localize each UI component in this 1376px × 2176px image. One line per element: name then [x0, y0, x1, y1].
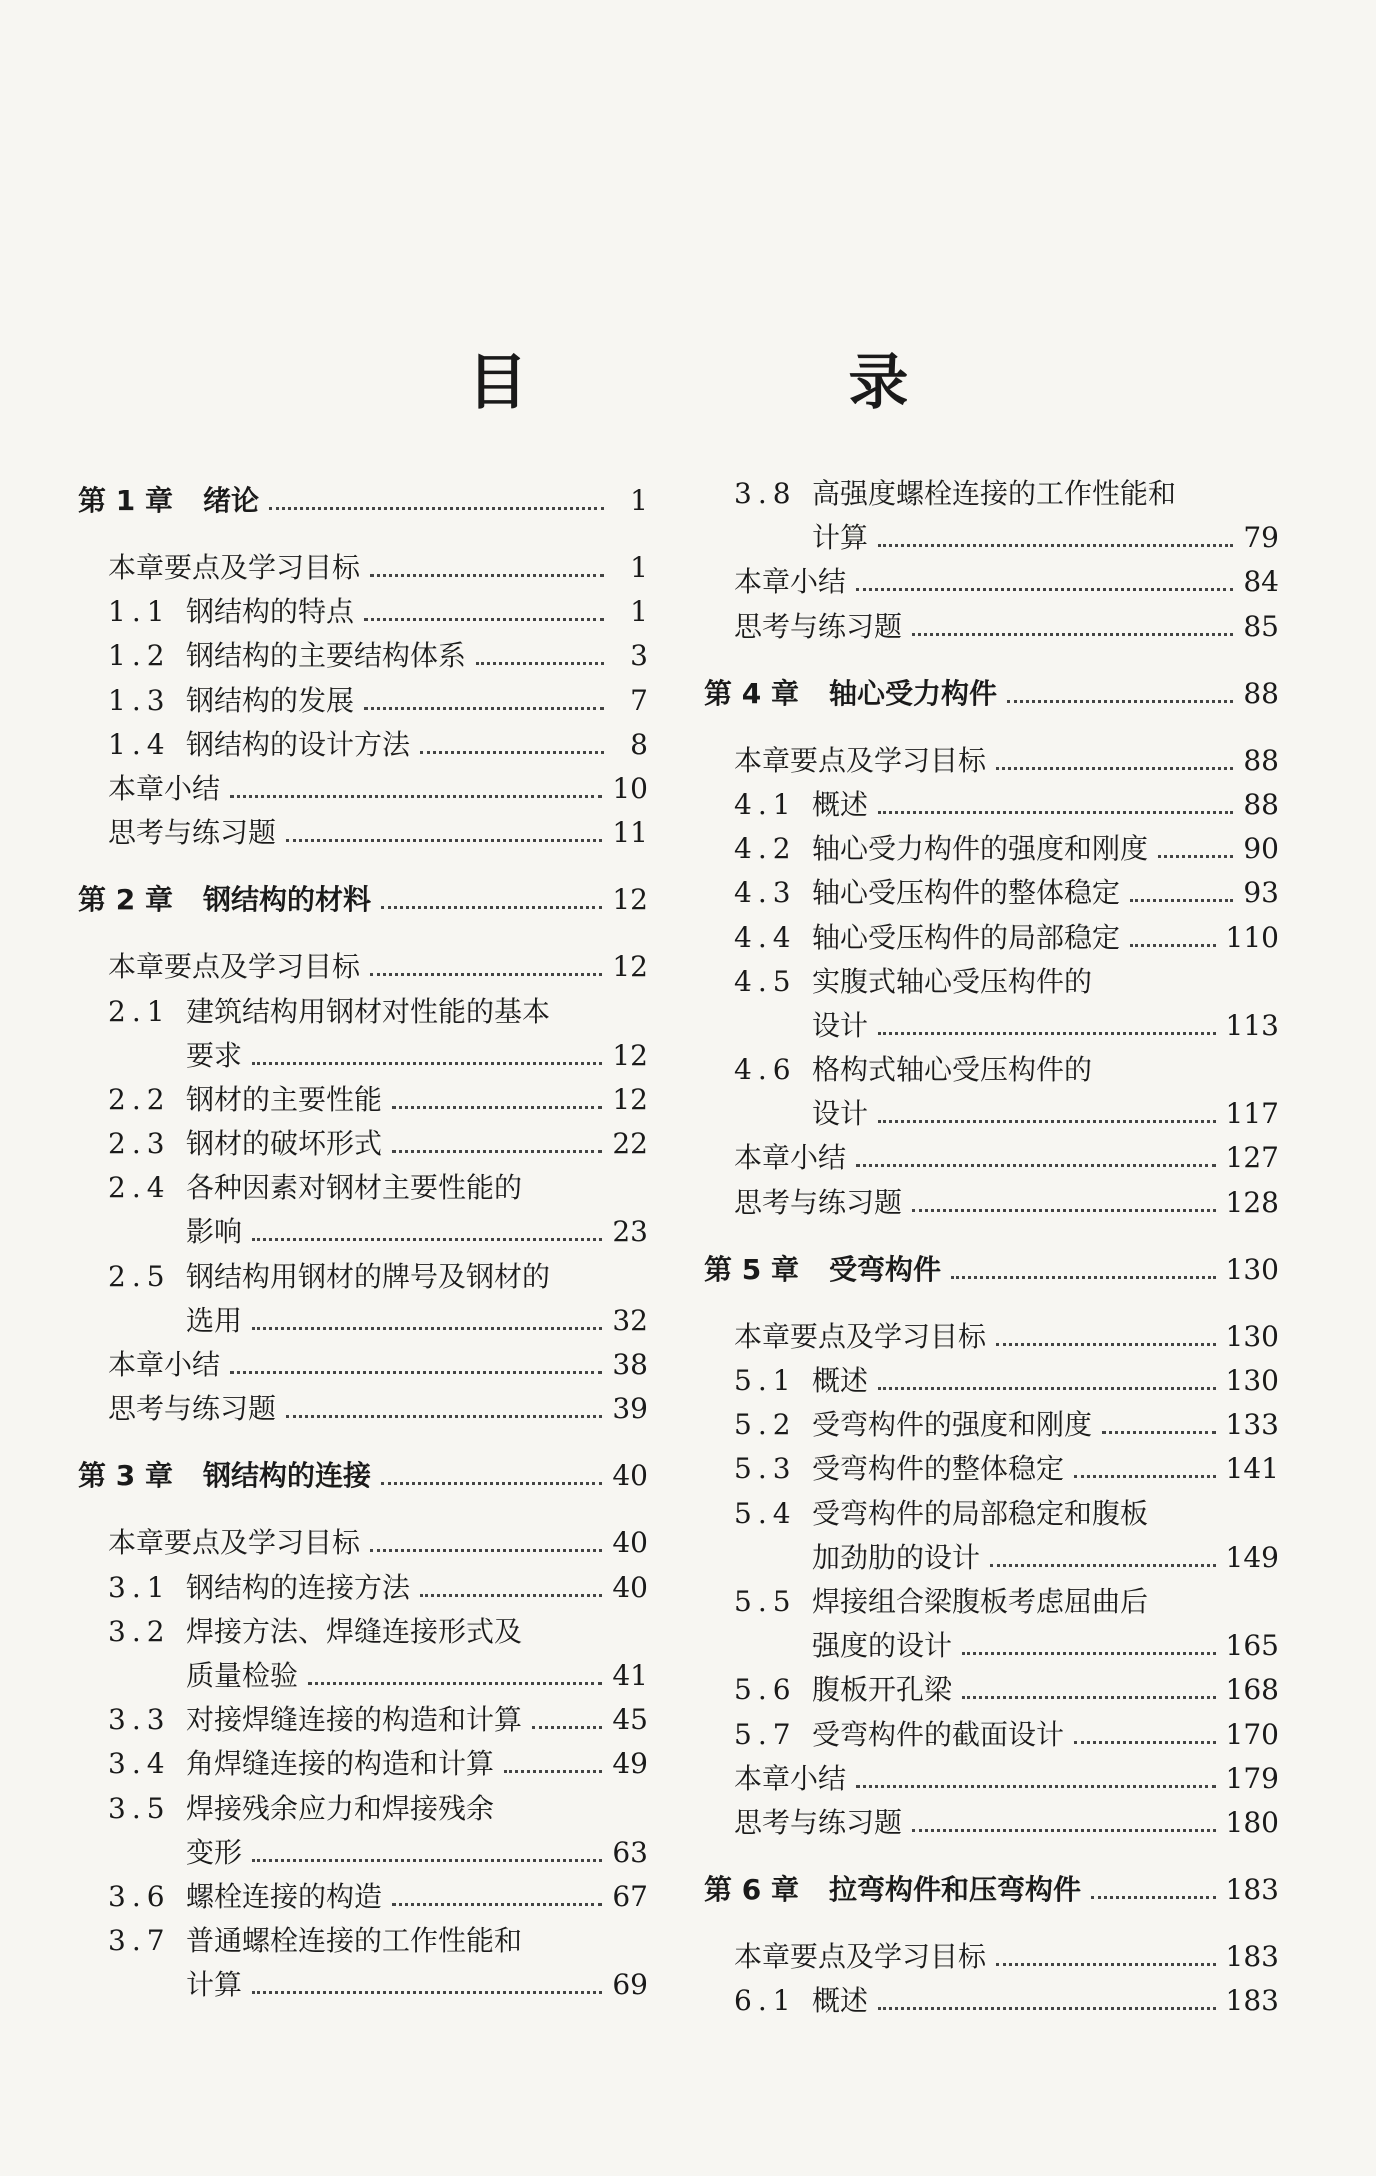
- toc-chapter-entry[interactable]: [704, 1247, 1279, 1293]
- toc-entry[interactable]: [78, 1698, 648, 1742]
- page-number: 11: [612, 816, 648, 850]
- entry-title: 钢材的主要性能: [186, 1082, 383, 1116]
- entry-title: 思考与练习题: [108, 816, 277, 850]
- entry-title: 影响: [186, 1215, 243, 1249]
- entry-title: 强度的设计: [812, 1629, 953, 1663]
- chapter-title: 轴心受力构件: [829, 676, 998, 710]
- entry-title: 钢结构的发展: [186, 683, 355, 717]
- page-number: 3: [630, 639, 648, 673]
- entry-title: 选用: [186, 1303, 243, 1337]
- entry-title: 设计: [812, 1097, 869, 1131]
- section-number: 5.3: [734, 1452, 797, 1486]
- toc-entry[interactable]: [78, 1742, 648, 1786]
- page-number: 10: [612, 771, 648, 805]
- entry-title: 格构式轴心受压构件的: [812, 1053, 1093, 1087]
- toc-entry[interactable]: [78, 1875, 648, 1919]
- entry-title: 概述: [812, 1984, 869, 2018]
- page-number: 67: [612, 1879, 648, 1913]
- dot-leader: [856, 1164, 1216, 1167]
- entry-title: 螺栓连接的构造: [186, 1879, 383, 1913]
- page-number: 183: [1225, 1984, 1279, 2018]
- entry-title: 思考与练习题: [108, 1392, 277, 1426]
- toc-entry[interactable]: [704, 1757, 1279, 1801]
- toc-entry[interactable]: [78, 1919, 648, 1963]
- section-number: 3.4: [108, 1747, 171, 1781]
- section-number: 2.5: [108, 1259, 171, 1293]
- entry-title: 受弯构件的整体稳定: [812, 1452, 1065, 1486]
- entry-title: 本章要点及学习目标: [734, 1940, 987, 1974]
- toc-entry[interactable]: [78, 1521, 648, 1565]
- entry-title: 本章要点及学习目标: [734, 743, 987, 777]
- entry-title: 思考与练习题: [734, 609, 903, 643]
- page-number: 63: [612, 1835, 648, 1869]
- entry-title: 概述: [812, 1364, 869, 1397]
- page-number: 1: [630, 551, 648, 584]
- dot-leader: [286, 1415, 602, 1418]
- dot-leader: [1130, 899, 1233, 902]
- toc-entry[interactable]: [78, 546, 648, 590]
- toc-chapter-entry[interactable]: [704, 671, 1279, 717]
- section-number: 2.4: [108, 1171, 171, 1205]
- dot-leader: [1074, 1475, 1216, 1478]
- toc-entry[interactable]: [704, 1136, 1279, 1180]
- entry-title: 变形: [186, 1835, 243, 1869]
- toc-entry[interactable]: [78, 1078, 648, 1122]
- section-number: 1.4: [108, 727, 171, 761]
- section-number: 5.6: [734, 1673, 797, 1707]
- page-number: 179: [1225, 1761, 1279, 1795]
- toc-entry[interactable]: [704, 960, 1279, 1004]
- section-number: 4.3: [734, 876, 797, 910]
- entry-title: 本章小结: [108, 771, 221, 805]
- entry-title: 概述: [812, 787, 869, 821]
- toc-entry[interactable]: [78, 1787, 648, 1831]
- section-number: 3.1: [108, 1570, 171, 1604]
- toc-entry[interactable]: [78, 590, 648, 634]
- page-title: 目 录: [467, 348, 1059, 418]
- dot-leader: [912, 633, 1233, 636]
- entry-title: 受弯构件的局部稳定和腹板: [812, 1496, 1149, 1530]
- section-number: 1.1: [108, 595, 171, 629]
- toc-entry[interactable]: [704, 1935, 1279, 1979]
- toc-entry[interactable]: [704, 1359, 1279, 1403]
- chapter-title: 钢结构的材料: [203, 883, 372, 917]
- entry-title: 设计: [812, 1008, 869, 1042]
- section-number: 4.4: [734, 920, 797, 954]
- page-number: 7: [630, 683, 648, 717]
- entry-title: 本章小结: [734, 1761, 847, 1795]
- dot-leader: [370, 973, 602, 976]
- dot-leader: [1102, 1431, 1216, 1434]
- section-number: 5.4: [734, 1496, 797, 1530]
- page-number: 1: [630, 595, 648, 629]
- entry-title: 建筑结构用钢材对性能的基本: [186, 994, 551, 1028]
- section-number: 4.2: [734, 832, 797, 866]
- toc-entry[interactable]: [78, 945, 648, 989]
- entry-title: 本章要点及学习目标: [108, 1526, 361, 1560]
- toc-entry[interactable]: [704, 1580, 1279, 1624]
- page-number: 141: [1225, 1452, 1279, 1486]
- dot-leader: [252, 1859, 602, 1862]
- section-number: 1.2: [108, 639, 171, 673]
- toc-entry[interactable]: [704, 1048, 1279, 1092]
- entry-title: 腹板开孔梁: [812, 1673, 953, 1707]
- section-number: 1.3: [108, 683, 171, 717]
- toc-entry[interactable]: [78, 1343, 648, 1387]
- toc-left-column: [78, 472, 648, 2007]
- dot-leader: [912, 1209, 1216, 1212]
- page-number: 130: [1225, 1364, 1279, 1397]
- entry-title: 钢结构的连接方法: [186, 1570, 411, 1604]
- entry-title: 钢结构的主要结构体系: [186, 639, 467, 673]
- toc-entry[interactable]: [704, 739, 1279, 783]
- page-number: 110: [1225, 920, 1279, 954]
- dot-leader: [504, 1770, 602, 1773]
- section-number: 3.7: [108, 1924, 171, 1958]
- dot-leader: [878, 544, 1233, 547]
- toc-entry[interactable]: [78, 1122, 648, 1166]
- page-number: 149: [1225, 1540, 1279, 1574]
- entry-title: 受弯构件的截面设计: [812, 1717, 1065, 1751]
- entry-title: 本章要点及学习目标: [108, 551, 361, 584]
- entry-title: 普通螺栓连接的工作性能和: [186, 1924, 523, 1958]
- page-number: 84: [1243, 565, 1279, 599]
- dot-leader: [381, 906, 602, 909]
- page-number: 40: [612, 1570, 648, 1604]
- toc-chapter-entry[interactable]: [704, 1867, 1279, 1913]
- toc-entry[interactable]: [78, 723, 648, 767]
- entry-title: 高强度螺栓连接的工作性能和: [812, 477, 1177, 510]
- section-number: 5.5: [734, 1584, 797, 1618]
- toc-entry[interactable]: [78, 634, 648, 678]
- toc-entry[interactable]: [704, 1181, 1279, 1225]
- page-number: 183: [1225, 1940, 1279, 1974]
- page-number: 128: [1225, 1185, 1279, 1219]
- section-number: 3.5: [108, 1791, 171, 1825]
- toc-entry-continuation[interactable]: [78, 1831, 648, 1875]
- dot-leader: [392, 1150, 602, 1153]
- page-number: 93: [1243, 876, 1279, 910]
- entry-title: 钢结构的特点: [186, 595, 355, 629]
- section-number: 5.1: [734, 1364, 797, 1397]
- entry-title: 轴心受压构件的整体稳定: [812, 876, 1121, 910]
- toc-entry[interactable]: [78, 1166, 648, 1210]
- section-number: 5.7: [734, 1717, 797, 1751]
- toc-chapter-entry[interactable]: [78, 478, 648, 524]
- dot-leader: [1074, 1741, 1216, 1744]
- dot-leader: [230, 1371, 602, 1374]
- chapter-title: 绪论: [203, 484, 260, 517]
- dot-leader: [1130, 944, 1216, 947]
- chapter-number: 第 2 章: [78, 883, 173, 917]
- dot-leader: [252, 1327, 602, 1330]
- section-number: 2.2: [108, 1082, 171, 1116]
- toc-entry[interactable]: [704, 1668, 1279, 1712]
- toc-entry[interactable]: [704, 827, 1279, 871]
- dot-leader: [878, 1387, 1216, 1390]
- dot-leader: [381, 1482, 602, 1485]
- page-number: 39: [612, 1392, 648, 1426]
- page-number: 41: [612, 1658, 648, 1692]
- toc-entry[interactable]: [704, 916, 1279, 960]
- page-number: 168: [1225, 1673, 1279, 1707]
- toc-entry[interactable]: [704, 1492, 1279, 1536]
- entry-title: 钢材的破坏形式: [186, 1127, 383, 1161]
- toc-entry[interactable]: [78, 1566, 648, 1610]
- entry-title: 质量检验: [186, 1658, 299, 1692]
- toc-entry-continuation[interactable]: [704, 1004, 1279, 1048]
- section-number: 4.1: [734, 787, 797, 821]
- dot-leader: [230, 795, 602, 798]
- dot-leader: [856, 588, 1233, 591]
- entry-title: 焊接方法、焊缝连接形式及: [186, 1614, 523, 1648]
- entry-title: 实腹式轴心受压构件的: [812, 964, 1093, 998]
- entry-title: 计算: [812, 521, 869, 555]
- toc-entry[interactable]: [78, 811, 648, 855]
- page-number: 165: [1225, 1629, 1279, 1663]
- chapter-number: 第 1 章: [78, 484, 173, 517]
- page-number: 69: [612, 1968, 648, 2002]
- entry-title: 思考与练习题: [734, 1805, 903, 1839]
- toc-entry[interactable]: [704, 605, 1279, 649]
- chapter-title: 受弯构件: [829, 1252, 942, 1286]
- section-number: 3.2: [108, 1614, 171, 1648]
- section-number: 2.3: [108, 1127, 171, 1161]
- toc-entry[interactable]: [78, 990, 648, 1034]
- page-number: 88: [1243, 787, 1279, 821]
- toc-entry[interactable]: [704, 560, 1279, 604]
- chapter-number: 第 3 章: [78, 1459, 173, 1493]
- page-number: 12: [612, 1082, 648, 1116]
- dot-leader: [476, 662, 604, 665]
- dot-leader: [878, 1120, 1216, 1123]
- entry-title: 钢结构用钢材的牌号及钢材的: [186, 1259, 551, 1293]
- dot-leader: [532, 1726, 602, 1729]
- dot-leader: [392, 1903, 602, 1906]
- toc-entry[interactable]: [78, 679, 648, 723]
- page-number: 180: [1225, 1805, 1279, 1839]
- toc-chapter-entry[interactable]: [78, 1453, 648, 1499]
- toc-entry[interactable]: [704, 1447, 1279, 1491]
- toc-right-column: [704, 472, 1279, 2023]
- dot-leader: [1091, 1896, 1216, 1899]
- toc-entry-continuation[interactable]: [78, 1034, 648, 1078]
- entry-title: 角焊缝连接的构造和计算: [186, 1747, 495, 1781]
- page-number: 127: [1225, 1141, 1279, 1175]
- page-number: 130: [1225, 1252, 1279, 1286]
- page-number: 32: [612, 1303, 648, 1337]
- section-number: 4.5: [734, 964, 797, 998]
- dot-leader: [269, 507, 604, 510]
- toc-entry[interactable]: [704, 472, 1279, 516]
- dot-leader: [996, 767, 1233, 770]
- chapter-title: 拉弯构件和压弯构件: [829, 1873, 1082, 1907]
- chapter-title: 钢结构的连接: [203, 1459, 372, 1493]
- dot-leader: [951, 1276, 1216, 1279]
- page-number: 12: [612, 950, 648, 984]
- dot-leader: [252, 1238, 602, 1241]
- entry-title: 本章要点及学习目标: [108, 950, 361, 984]
- toc-entry[interactable]: [78, 1610, 648, 1654]
- dot-leader: [912, 1829, 1216, 1832]
- toc-entry[interactable]: [78, 1255, 648, 1299]
- dot-leader: [996, 1343, 1216, 1346]
- toc-entry[interactable]: [704, 1713, 1279, 1757]
- page-number: 88: [1243, 676, 1279, 710]
- toc-chapter-entry[interactable]: [78, 877, 648, 923]
- toc-entry[interactable]: [78, 767, 648, 811]
- dot-leader: [252, 1062, 602, 1065]
- page-number: 170: [1225, 1717, 1279, 1751]
- dot-leader: [308, 1682, 602, 1685]
- page-number: 45: [612, 1703, 648, 1737]
- dot-leader: [370, 1549, 602, 1552]
- toc-entry[interactable]: [78, 1387, 648, 1431]
- page-number: 133: [1225, 1408, 1279, 1442]
- toc-entry-continuation[interactable]: [704, 1536, 1279, 1580]
- toc-entry[interactable]: [704, 1801, 1279, 1845]
- toc-entry-continuation[interactable]: [78, 1963, 648, 2007]
- entry-title: 本章要点及学习目标: [734, 1319, 987, 1353]
- page-number: 130: [1225, 1319, 1279, 1353]
- dot-leader: [878, 811, 1233, 814]
- page-number: 117: [1225, 1097, 1279, 1131]
- entry-title: 本章小结: [108, 1348, 221, 1381]
- entry-title: 加劲肋的设计: [812, 1540, 981, 1574]
- page-number: 40: [612, 1459, 648, 1493]
- dot-leader: [1158, 855, 1233, 858]
- page-number: 38: [612, 1348, 648, 1381]
- entry-title: 要求: [186, 1038, 243, 1072]
- entry-title: 轴心受压构件的局部稳定: [812, 920, 1121, 954]
- dot-leader: [878, 1032, 1216, 1035]
- section-number: 3.6: [108, 1879, 171, 1913]
- page-number: 85: [1243, 609, 1279, 643]
- dot-leader: [364, 618, 604, 621]
- section-number: 6.1: [734, 1984, 797, 2018]
- dot-leader: [962, 1696, 1216, 1699]
- page-number: 79: [1243, 521, 1279, 555]
- dot-leader: [286, 839, 602, 842]
- entry-title: 轴心受力构件的强度和刚度: [812, 832, 1149, 866]
- dot-leader: [370, 574, 604, 577]
- dot-leader: [1007, 700, 1233, 703]
- dot-leader: [878, 2007, 1216, 2010]
- entry-title: 焊接残余应力和焊接残余: [186, 1791, 495, 1825]
- page-number: 90: [1243, 832, 1279, 866]
- section-number: 3.8: [734, 477, 797, 510]
- section-number: 5.2: [734, 1408, 797, 1442]
- toc-entry-continuation[interactable]: [78, 1210, 648, 1254]
- entry-title: 受弯构件的强度和刚度: [812, 1408, 1093, 1442]
- page-number: 22: [612, 1127, 648, 1161]
- page-number: 8: [630, 727, 648, 761]
- toc-entry[interactable]: [704, 1315, 1279, 1359]
- toc-entry[interactable]: [704, 871, 1279, 915]
- toc-entry[interactable]: [704, 1979, 1279, 2023]
- section-number: 2.1: [108, 994, 171, 1028]
- dot-leader: [856, 1785, 1216, 1788]
- dot-leader: [252, 1991, 602, 1994]
- dot-leader: [420, 1594, 602, 1597]
- page-number: 40: [612, 1526, 648, 1560]
- dot-leader: [962, 1652, 1216, 1655]
- page-number: 183: [1225, 1873, 1279, 1907]
- page-number: 23: [612, 1215, 648, 1249]
- toc-entry-continuation[interactable]: [78, 1654, 648, 1698]
- section-number: 3.3: [108, 1703, 171, 1737]
- dot-leader: [996, 1963, 1216, 1966]
- page-number: 113: [1225, 1008, 1279, 1042]
- toc-entry[interactable]: [704, 1403, 1279, 1447]
- page-number: 12: [612, 883, 648, 917]
- page-number: 12: [612, 1038, 648, 1072]
- toc-entry-continuation[interactable]: [704, 1092, 1279, 1136]
- dot-leader: [392, 1106, 602, 1109]
- dot-leader: [990, 1564, 1216, 1567]
- entry-title: 钢结构的设计方法: [186, 727, 411, 761]
- toc-entry-continuation[interactable]: [78, 1299, 648, 1343]
- dot-leader: [364, 707, 604, 710]
- entry-title: 各种因素对钢材主要性能的: [186, 1171, 523, 1205]
- toc-entry[interactable]: [704, 783, 1279, 827]
- chapter-number: 第 6 章: [704, 1873, 799, 1907]
- chapter-number: 第 5 章: [704, 1252, 799, 1286]
- page-number: 88: [1243, 743, 1279, 777]
- entry-title: 思考与练习题: [734, 1185, 903, 1219]
- entry-title: 对接焊缝连接的构造和计算: [186, 1703, 523, 1737]
- entry-title: 本章小结: [734, 1141, 847, 1175]
- dot-leader: [420, 751, 604, 754]
- page-number: 1: [630, 484, 648, 517]
- chapter-number: 第 4 章: [704, 676, 799, 710]
- toc-entry-continuation[interactable]: [704, 1624, 1279, 1668]
- entry-title: 本章小结: [734, 565, 847, 599]
- page-number: 49: [612, 1747, 648, 1781]
- entry-title: 计算: [186, 1968, 243, 2002]
- section-number: 4.6: [734, 1053, 797, 1087]
- entry-title: 焊接组合梁腹板考虑屈曲后: [812, 1584, 1149, 1618]
- toc-entry-continuation[interactable]: [704, 516, 1279, 560]
